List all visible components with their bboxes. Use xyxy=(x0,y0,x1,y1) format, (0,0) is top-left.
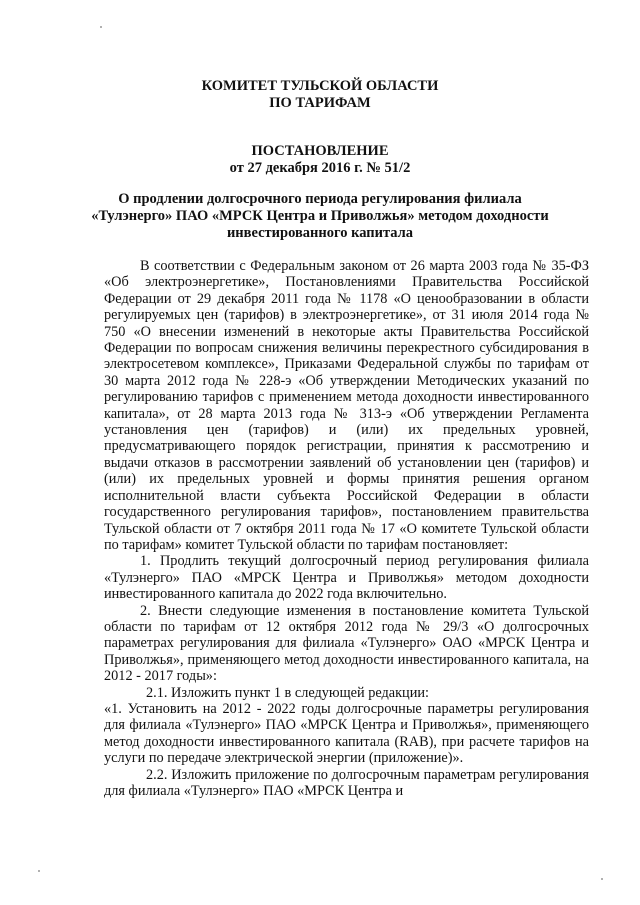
decree-title-line1: О продлении долгосрочного периода регулирования филиала xyxy=(118,191,522,207)
decree-title-line2: «Тулэнерго» ПАО «МРСК Центра и Приволжья» методом доходности xyxy=(91,208,549,224)
item-2-1-paragraph: 2.1. Изложить пункт 1 в следующей редакции: xyxy=(146,684,429,701)
preamble-paragraph: В соответствии с Федеральным законом от 26 марта 2003 года № 35-ФЗ «Об электроэнергетике», Постановлениями Правительства Российской Федерации от 29 декабря 2011 года № 1178 «О ценообразовании в области регулируемых цен (тарифов) в электроэнергетике», от 31 июля 2014 года № 750 «О внесении изменений в некоторые акты Правительства Российской Федерации по вопросам снижения величины перекрестного субсидирования в электросетевом комплексе», Приказами Федеральной службы по тарифам от 30 марта 2012 года № 228-э «Об утверждении Методических указаний по регулированию тарифов с применением метода доходности инвестированного капитала», от 28 марта 2013 года № 313-э «Об утверждении Регламента установления цен (тарифов) и (или) их предельных уровней, предусматривающего порядок регистрации, принятия к рассмотрению и выдачи отказов в рассмотрении заявлений об установлении цен (тарифов) и (или) их предельных уровней и формы принятия решения органом исполнительной власти субъекта Российской Федерации в области государственного регулирования тарифов», постановлением правительства Тульской области от 7 октября 2011 года № 17 «О комитете Тульской области по тарифам» комитет Тульской области по тарифам постановляет: xyxy=(104,258,589,553)
scan-speck xyxy=(38,870,40,872)
item-2-1-quote-paragraph: «1. Установить на 2012 - 2022 годы долгосрочные параметры регулирования для филиала «Тулэнерго» ПАО «МРСК Центра и Приволжья», применяющего метод доходности инвестированного капитала (RAB), при расчете тарифов на услуги по передаче электрической энергии (приложение)». xyxy=(104,700,589,767)
committee-name-line2: ПО ТАРИФАМ xyxy=(269,95,371,111)
document-body xyxy=(104,258,589,799)
committee-name-line1: КОМИТЕТ ТУЛЬСКОЙ ОБЛАСТИ xyxy=(201,78,439,94)
decree-date-number: от 27 декабря 2016 г. № 51/2 xyxy=(229,160,411,176)
item-2-2-paragraph: 2.2. Изложить приложение по долгосрочным параметрам регулирования для филиала «Тулэнерго» ПАО «МРСК Центра и xyxy=(104,766,589,799)
item-2-paragraph: 2. Внести следующие изменения в постановление комитета Тульской области по тарифам от 12 октября 2012 года № 29/3 «О долгосрочных параметрах регулирования для филиала «Тулэнерго» ОАО «МРСК Центра и Приволжья», применяющего метод доходности инвестированного капитала, на 2012 - 2017 годы»: xyxy=(104,602,589,685)
scan-speck xyxy=(100,26,102,28)
decree-title-line3: инвестированного капитала xyxy=(226,225,414,241)
decree-type: ПОСТАНОВЛЕНИЕ xyxy=(251,143,389,159)
scan-speck xyxy=(601,878,603,880)
item-1-paragraph: 1. Продлить текущий долгосрочный период регулирования филиала «Тулэнерго» ПАО «МРСК Центра и Приволжья» методом доходности инвестированного капитала до 2022 года включительно. xyxy=(104,553,589,603)
